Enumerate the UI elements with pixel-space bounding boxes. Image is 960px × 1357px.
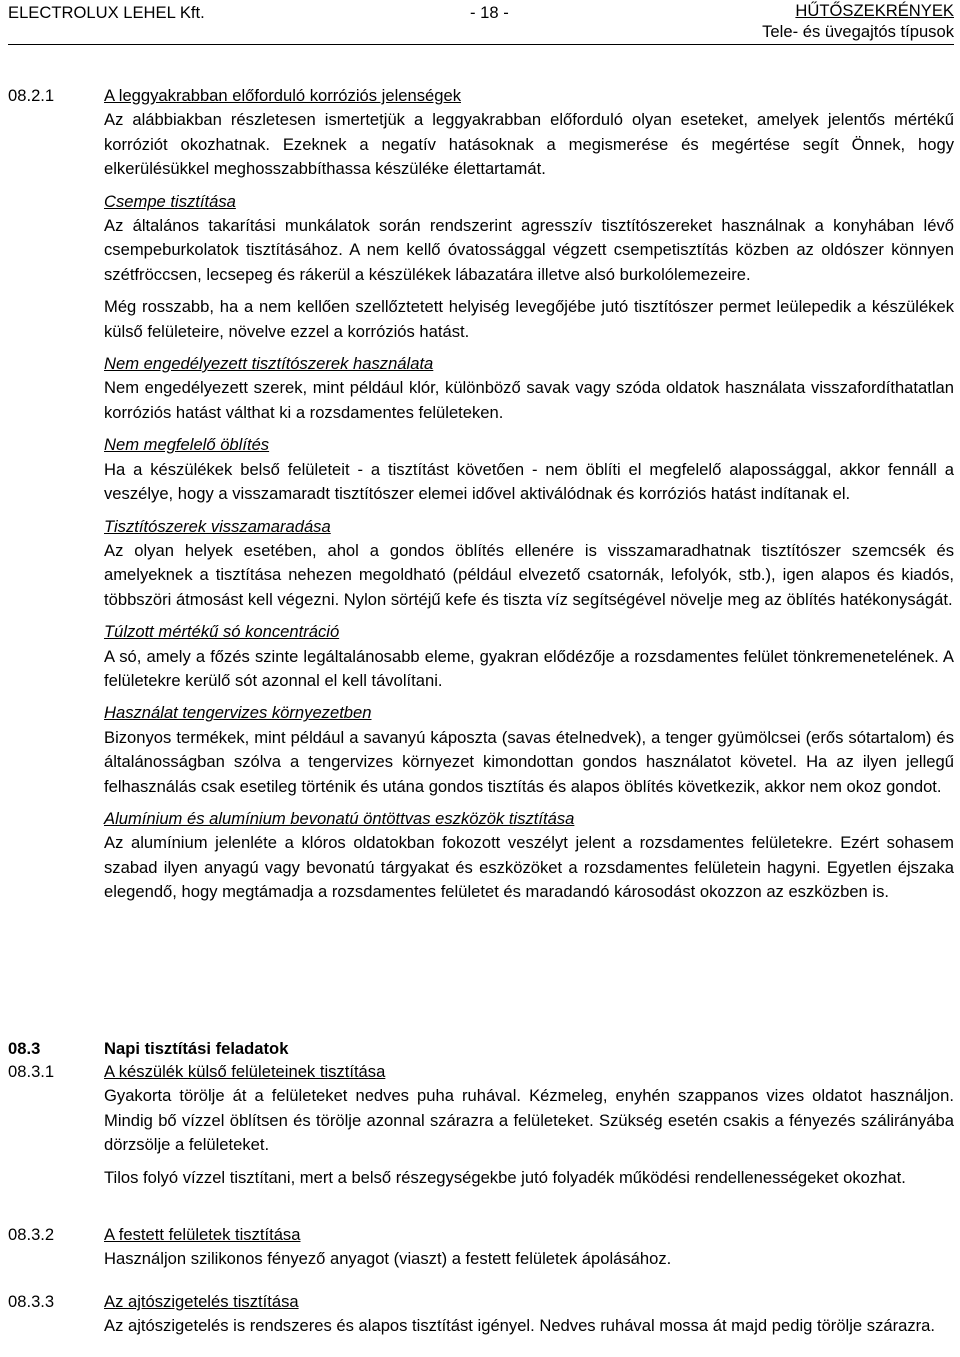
document-title-block bbox=[762, 1, 954, 42]
document-title: HŰTŐSZEKRÉNYEK bbox=[795, 1, 954, 20]
section-body bbox=[104, 1290, 954, 1339]
section-number: 08.3 bbox=[8, 1039, 41, 1058]
paragraph: Ha a készülékek belső felületeit - a tisztítást követően - nem öblíti el megfelelő alapossággal, akkor fennáll a veszélye, hogy a visszamaradt tisztítószer elemei idővel aktiválódnak és korróziós hatást indítanak el. bbox=[104, 459, 954, 504]
paragraph: Bizonyos termékek, mint például a savanyú káposzta (savas ételnedvek), a tenger gyümölcsei (erős sótartalom) és általánosságban szólva a tengervizes környezet kimondottan gondos használatot követel. Ha az ilyen jellegű felhasználás csak esetileg történik és utána gondos tisztítás és alapos öblítés következik, akkor nem okoz gondot. bbox=[104, 727, 954, 796]
paragraph: Az általános takarítási munkálatok során rendszerint agresszív tisztítószereket használnak a konyhában lévő csempeburkolatok tisztításához. A nem kellő óvatossággal végzett csempetisztítás közben az oldószer könnyen szétfröccsen, lecsepeg és rákerül a készülékek lábazatára illetve alsó burkolólemezeire. bbox=[104, 216, 954, 284]
section-number: 08.2.1 bbox=[8, 86, 55, 105]
section-number: 08.3.3 bbox=[8, 1292, 55, 1311]
section-number: 08.3.1 bbox=[8, 1062, 55, 1081]
subsection-title: Alumínium és alumínium bevonatú öntöttvas eszközök tisztítása bbox=[104, 808, 575, 828]
section-body bbox=[104, 1223, 954, 1272]
paragraph: Még rosszabb, ha a nem kellően szellőztetett helyiség levegőjébe jutó tisztítószer permet leülepedik a készülékek külső felületeire, növelve ezzel a korróziós hatást. bbox=[104, 297, 954, 341]
paragraph: Használjon szilikonos fényező anyagot (viaszt) a festett felületek ápolásához. bbox=[104, 1249, 672, 1269]
subsection-unauthorized-cleaners bbox=[104, 352, 954, 425]
section-title: Az ajtószigetelés tisztítása bbox=[104, 1292, 299, 1311]
subsection-title: Nem megfelelő öblítés bbox=[104, 435, 270, 455]
document-subtitle: Tele- és üvegajtós típusok bbox=[762, 21, 954, 41]
section-body bbox=[104, 1060, 954, 1190]
company-name: ELECTROLUX LEHEL Kft. bbox=[8, 3, 205, 22]
subsection-title: Használat tengervizes környezetben bbox=[104, 703, 372, 723]
subsection-seawater-environment bbox=[104, 701, 954, 799]
section-body bbox=[104, 84, 954, 905]
subsection-title: Tisztítószerek visszamaradása bbox=[104, 516, 331, 536]
section-title: A leggyakrabban előforduló korróziós jelenségek bbox=[104, 86, 461, 105]
section-title: A festett felületek tisztítása bbox=[104, 1225, 301, 1244]
subsection-title: Csempe tisztítása bbox=[104, 191, 236, 211]
subsection-tile-cleaning bbox=[104, 190, 954, 344]
subsection-improper-rinsing bbox=[104, 433, 954, 506]
paragraph: A só, amely a főzés szinte legáltalánosabb eleme, gyakran elődézője a rozsdamentes felület tönkremenetelének. A felületekre kerülő sót azonnal el kell távolítani. bbox=[104, 646, 954, 690]
section-intro: Az alábbiakban részletesen ismertetjük a leggyakrabban előforduló olyan eseteket, amelyek jelentős mértékű korróziót okozhatnak. Ezeknek a negatív hatásoknak a megismerése és megértése segít Önnek, hogy elkerülésükkel meghosszabbíthassa készüléke élettartamát. bbox=[104, 110, 954, 179]
paragraph: Az alumínium jelenléte a klóros oldatokban fokozott veszélyt jelent a rozsdamentes felületekre. Ezért sohasem szabad ilyen anyagú vagy bevonatú tárgyakat és eszközöket a rozsdamentes felületein hagyni. Egyetlen éjszaka elegendő, hogy megtámadja a rozsdamentes felületet és maradandó károsodást okozzon az eszközben is. bbox=[104, 833, 954, 902]
subsection-title: Túlzott mértékű só koncentráció bbox=[104, 622, 340, 642]
paragraph: Nem engedélyezett szerek, mint például klór, különböző savak vagy szóda oldatok használata visszafordíthatatlan korróziós hatást válthat ki a rozsdamentes felületeken. bbox=[104, 378, 954, 422]
page-header bbox=[8, 0, 954, 45]
paragraph: Az ajtószigetelés is rendszeres és alapos tisztítást igényel. Nedves ruhával mossa át majd pedig törölje szárazra. bbox=[104, 1316, 936, 1336]
page-number: - 18 - bbox=[470, 3, 509, 22]
section-number: 08.3.2 bbox=[8, 1225, 55, 1244]
paragraph: Az olyan helyek esetében, ahol a gondos öblítés ellenére is visszamaradhatnak tisztítószer szemcsék és amelyeknek a tisztítása nehezen megoldható (például elvezető csatornák, lefolyók, stb.), igen alapos és kiadós, többszöri átmosást kell végezni. Nylon sörtéjű kefe és tiszta víz segítségével növelje meg az öblítés hatékonyságát. bbox=[104, 540, 954, 609]
section-title: Napi tisztítási feladatok bbox=[104, 1039, 289, 1058]
paragraph: Tilos folyó vízzel tisztítani, mert a belső részegységekbe jutó folyadék működési rendellenességeket okozhat. bbox=[104, 1167, 906, 1187]
subsection-salt-concentration bbox=[104, 620, 954, 693]
section-title: A készülék külső felületeinek tisztítása bbox=[104, 1062, 386, 1081]
subsection-aluminium-tools bbox=[104, 807, 954, 905]
subsection-cleaner-residue bbox=[104, 515, 954, 613]
paragraph: Gyakorta törölje át a felületeket nedves puha ruhával. Kézmeleg, enyhén szappanos vizes oldatot használjon. Mindig bő vízzel öblítsen és törölje azonnal szárazra a felületeket. Szükség esetén csakis a fényezés szálirányába dörzsölje a felületeket. bbox=[104, 1086, 954, 1155]
subsection-title: Nem engedélyezett tisztítószerek használata bbox=[104, 354, 434, 374]
